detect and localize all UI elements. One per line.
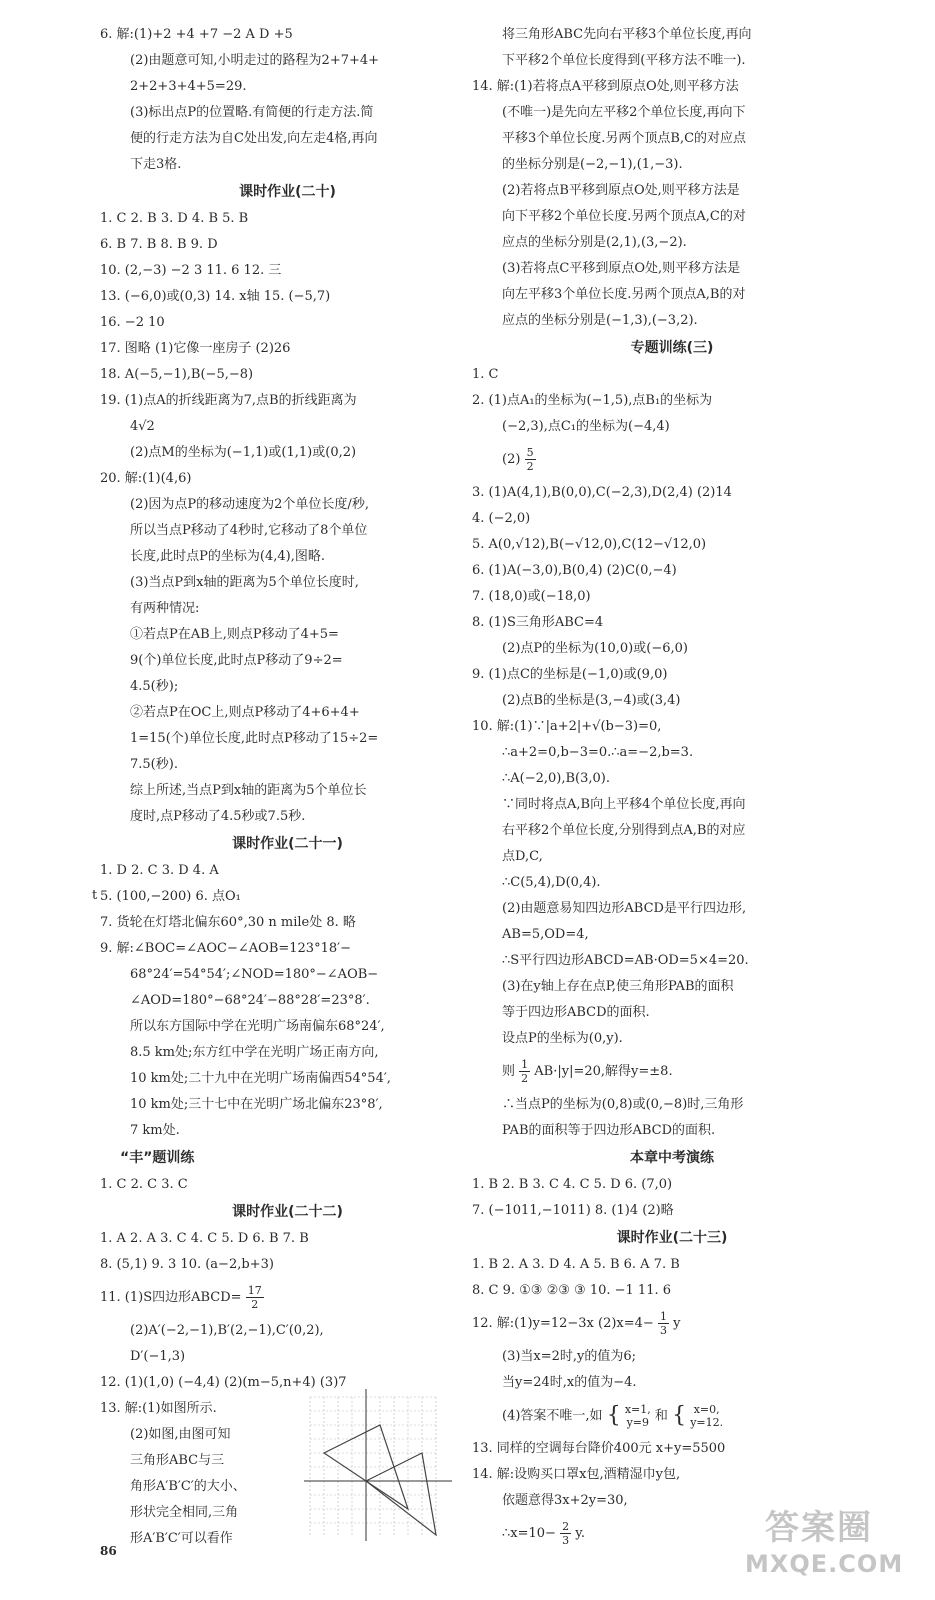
fraction bbox=[560, 1520, 571, 1547]
answer-text: (2) bbox=[502, 452, 521, 467]
answer-line: ∵同时将点A,B向上平移4个单位长度,再向 bbox=[502, 797, 746, 812]
answer-line: 10. (2,−3) −2 3 11. 6 12. 三 bbox=[100, 263, 282, 278]
grid bbox=[310, 1397, 436, 1535]
answer-line: 当y=24时,x的值为−4. bbox=[502, 1375, 637, 1390]
answer-line: 形状完全相同,三角 bbox=[130, 1505, 239, 1520]
right-column bbox=[472, 22, 872, 1554]
answer-line: (3)标出点P的位置略.有简便的行走方法.简 bbox=[130, 105, 374, 120]
triangle-a-prime-b-prime-c-prime bbox=[366, 1453, 436, 1535]
answer-line: 点D,C, bbox=[502, 849, 543, 864]
answer-line: 7. 货轮在灯塔北偏东60°,30 n mile处 8. 略 bbox=[100, 915, 356, 930]
answer-line: 10. 解:(1)∵|a+2|+√(b−3)=0, bbox=[472, 719, 662, 734]
answer-line: 向下平移2个单位长度.另两个顶点A,C的对 bbox=[502, 209, 746, 224]
answer-line: ∠AOD=180°−68°24′−88°28′=23°8′. bbox=[130, 993, 370, 1008]
answer-line: 形A′B′C′可以看作 bbox=[130, 1531, 233, 1546]
section-heading-homework-20: 课时作业(二十) bbox=[239, 184, 336, 200]
coordinate-figure bbox=[300, 1385, 460, 1545]
answer-line: ①若点P在AB上,则点P移动了4+5= bbox=[130, 627, 339, 642]
answer-line: 5. A(0,√12),B(−√12,0),C(12−√12,0) bbox=[472, 537, 707, 552]
answer-line: (2)由题意可知,小明走过的路程为2+7+4+ bbox=[130, 53, 380, 68]
page-number: 86 bbox=[100, 1544, 117, 1558]
answer-line: 10 km处;二十九中在光明广场南偏西54°54′, bbox=[130, 1071, 391, 1086]
answer-line: 13. (−6,0)或(0,3) 14. x轴 15. (−5,7) bbox=[100, 289, 331, 304]
answer-line: 19. (1)点A的折线距离为7,点B的折线距离为 bbox=[100, 393, 357, 408]
equation: y=9 bbox=[626, 1416, 650, 1429]
answer-line: 所以当点P移动了4秒时,它移动了8个单位 bbox=[130, 523, 368, 538]
answer-line: 2. (1)点A₁的坐标为(−1,5),点B₁的坐标为 bbox=[472, 393, 713, 408]
answer-line: 17. 图略 (1)它像一座房子 (2)26 bbox=[100, 341, 291, 356]
page-marker: t bbox=[92, 888, 98, 903]
answer-line: 18. A(−5,−1),B(−5,−8) bbox=[100, 367, 254, 382]
answer-line: (不唯一)是先向左平移2个单位长度,再向下 bbox=[502, 105, 746, 120]
answer-line: 9. (1)点C的坐标是(−1,0)或(9,0) bbox=[472, 667, 668, 682]
answer-line: (−2,3),点C₁的坐标为(−4,4) bbox=[502, 419, 670, 434]
answer-line: (3)当点P到x轴的距离为5个单位长度时, bbox=[130, 575, 359, 590]
answer-line: 13. 解:(1)如图所示. bbox=[100, 1401, 217, 1416]
answer-line: 1. C bbox=[472, 367, 499, 382]
answer-line: 角形A′B′C′的大小、 bbox=[130, 1479, 246, 1494]
equation: x=0, bbox=[693, 1403, 720, 1416]
equation: y=12. bbox=[690, 1416, 724, 1429]
equation-system bbox=[690, 1403, 723, 1429]
section-heading-feng-training: “丰”题训练 bbox=[120, 1150, 195, 1166]
answer-line: 的坐标分别是(−2,−1),(1,−3). bbox=[502, 157, 683, 172]
answer-line: 平移3个单位长度.另两个顶点B,C的对应点 bbox=[502, 131, 747, 146]
answer-line bbox=[472, 1304, 872, 1344]
answer-line: (2)点M的坐标为(−1,1)或(1,1)或(0,2) bbox=[130, 445, 357, 460]
brace: { bbox=[606, 1403, 621, 1428]
brace: { bbox=[672, 1403, 687, 1428]
fraction-denominator: 2 bbox=[521, 1072, 529, 1085]
answer-line: 设点P的坐标为(0,y). bbox=[502, 1031, 623, 1046]
answer-line: (2)点P的坐标为(10,0)或(−6,0) bbox=[502, 641, 688, 656]
answer-line: 3. (1)A(4,1),B(0,0),C(−2,3),D(2,4) (2)14 bbox=[472, 485, 732, 500]
fraction-denominator: 3 bbox=[659, 1324, 667, 1337]
answer-line: (3)在y轴上存在点P,使三角形PAB的面积 bbox=[502, 979, 734, 994]
section-heading-topic-training-3: 专题训练(三) bbox=[630, 340, 714, 356]
answer-line: 1=15(个)单位长度,此时点P移动了15÷2= bbox=[130, 731, 379, 746]
answer-line: (2)点B的坐标是(3,−4)或(3,4) bbox=[502, 693, 681, 708]
answer-line: ∴当点P的坐标为(0,8)或(0,−8)时,三角形 bbox=[502, 1097, 744, 1112]
answer-line: 4.5(秒); bbox=[130, 679, 179, 694]
answer-line: 12. (1)(1,0) (−4,4) (2)(m−5,n+4) (3)7 bbox=[100, 1375, 347, 1390]
answer-line bbox=[100, 1278, 475, 1318]
answer-line: 68°24′=54°54′;∠NOD=180°−∠AOB− bbox=[130, 967, 379, 982]
answer-line: AB=5,OD=4, bbox=[502, 927, 589, 942]
answer-line: 长度,此时点P的坐标为(4,4),图略. bbox=[130, 549, 325, 564]
answer-line: ∴C(5,4),D(0,4). bbox=[502, 875, 601, 890]
fraction-denominator: 2 bbox=[526, 460, 534, 473]
answer-line: 8. (5,1) 9. 3 10. (a−2,b+3) bbox=[100, 1257, 274, 1272]
section-heading-homework-21: 课时作业(二十一) bbox=[232, 836, 343, 852]
answer-line: 9. 解:∠BOC=∠AOC−∠AOB=123°18′− bbox=[100, 941, 351, 956]
equation-system bbox=[625, 1403, 651, 1429]
answer-line: 依题意得3x+2y=30, bbox=[502, 1493, 628, 1508]
answer-line: 有两种情况: bbox=[130, 601, 200, 616]
answer-line bbox=[472, 1052, 872, 1092]
answer-line: (3)当x=2时,y的值为6; bbox=[502, 1349, 637, 1364]
answer-line: 4. (−2,0) bbox=[472, 511, 531, 526]
answer-line: D′(−1,3) bbox=[130, 1349, 186, 1364]
answer-line: 6. 解:(1)+2 +4 +7 −2 A D +5 bbox=[100, 27, 293, 42]
answer-line: 6. (1)A(−3,0),B(0,4) (2)C(0,−4) bbox=[472, 563, 677, 578]
answer-line: (2)若将点B平移到原点O处,则平移方法是 bbox=[502, 183, 740, 198]
answer-line: 度时,点P移动了4.5秒或7.5秒. bbox=[130, 809, 306, 824]
answer-line: 10 km处;三十七中在光明广场北偏东23°8′, bbox=[130, 1097, 383, 1112]
answer-text: y. bbox=[575, 1526, 585, 1541]
answer-line: ∴A(−2,0),B(3,0). bbox=[502, 771, 611, 786]
answer-line: ②若点P在OC上,则点P移动了4+6+4+ bbox=[130, 705, 360, 720]
section-heading-chapter-exam: 本章中考演练 bbox=[630, 1150, 714, 1166]
answer-line: 1. A 2. A 3. C 4. C 5. D 6. B 7. B bbox=[100, 1231, 309, 1246]
answer-line: 1. B 2. A 3. D 4. A 5. B 6. A 7. B bbox=[472, 1257, 680, 1272]
answer-line: (2)如图,由图可知 bbox=[130, 1427, 231, 1442]
answer-line: PAB的面积等于四边形ABCD的面积. bbox=[502, 1123, 716, 1138]
answer-line: 将三角形ABC先向右平移3个单位长度,再向 bbox=[502, 27, 752, 42]
answer-line: 应点的坐标分别是(2,1),(3,−2). bbox=[502, 235, 687, 250]
watermark bbox=[705, 1500, 905, 1588]
answer-line: 20. 解:(1)(4,6) bbox=[100, 471, 192, 486]
answer-line: (2)A′(−2,−1),B′(2,−1),C′(0,2), bbox=[130, 1323, 324, 1338]
answer-line: 8.5 km处;东方红中学在光明广场正南方向, bbox=[130, 1045, 379, 1060]
fraction-denominator: 2 bbox=[251, 1298, 259, 1311]
fraction-numerator: 2 bbox=[562, 1520, 570, 1533]
answer-line: 7.5(秒). bbox=[130, 757, 178, 772]
answer-line: 8. C 9. ①③ ②③ ③ 10. −1 11. 6 bbox=[472, 1283, 671, 1298]
answer-line: 9(个)单位长度,此时点P移动了9÷2= bbox=[130, 653, 343, 668]
fraction-denominator: 3 bbox=[562, 1534, 570, 1547]
answer-line bbox=[472, 1396, 872, 1436]
answer-text: 12. 解:(1)y=12−3x (2)x=4− bbox=[472, 1316, 654, 1331]
answer-line: 13. 同样的空调每台降价400元 x+y=5500 bbox=[472, 1441, 726, 1456]
answer-line: 向左平移3个单位长度.另两个顶点A,B的对 bbox=[502, 287, 746, 302]
answer-line: (3)若将点C平移到原点O处,则平移方法是 bbox=[502, 261, 741, 276]
watermark-url: MXQE.COM bbox=[745, 1550, 904, 1578]
answer-text: 则 bbox=[502, 1064, 516, 1079]
answer-line: 1. C 2. C 3. C bbox=[100, 1177, 188, 1192]
answer-line: 下平移2个单位长度得到(平移方法不唯一). bbox=[502, 53, 746, 68]
answer-line: 5. (100,−200) 6. 点O₁ bbox=[100, 889, 241, 904]
answer-line: 16. −2 10 bbox=[100, 315, 165, 330]
fraction-numerator: 17 bbox=[247, 1284, 262, 1297]
answer-line: 14. 解:(1)若将点A平移到原点O处,则平移方法 bbox=[472, 79, 739, 94]
fraction bbox=[246, 1284, 264, 1311]
answer-text: 11. (1)S四边形ABCD= bbox=[100, 1290, 242, 1305]
answer-line: 便的行走方法为自C处出发,向左走4格,再向 bbox=[130, 131, 378, 146]
answer-line: 2+2+3+4+5=29. bbox=[130, 79, 247, 94]
answer-line: 等于四边形ABCD的面积. bbox=[502, 1005, 650, 1020]
answer-line: 8. (1)S三角形ABC=4 bbox=[472, 615, 604, 630]
fraction-numerator: 1 bbox=[521, 1058, 529, 1071]
answer-line: ∴a+2=0,b−3=0.∴a=−2,b=3. bbox=[502, 745, 694, 760]
watermark-logo: 答案圈 bbox=[765, 1508, 873, 1548]
answer-line: ∴S平行四边形ABCD=AB·OD=5×4=20. bbox=[502, 953, 749, 968]
answer-line: 7 km处. bbox=[130, 1123, 180, 1138]
answer-line: 综上所述,当点P到x轴的距离为5个单位长 bbox=[130, 783, 367, 798]
answer-line: 1. C 2. B 3. D 4. B 5. B bbox=[100, 211, 249, 226]
equation: x=1, bbox=[624, 1403, 651, 1416]
section-heading-homework-22: 课时作业(二十二) bbox=[232, 1204, 343, 1220]
answer-text: AB·|y|=20,解得y=±8. bbox=[534, 1064, 673, 1079]
answer-line: 14. 解:设购买口罩x包,酒精湿巾y包, bbox=[472, 1467, 681, 1482]
answer-line: 应点的坐标分别是(−1,3),(−3,2). bbox=[502, 313, 698, 328]
answer-line: 7. (18,0)或(−18,0) bbox=[472, 589, 591, 604]
answer-line: 7. (−1011,−1011) 8. (1)4 (2)略 bbox=[472, 1203, 674, 1218]
answer-line: 1. B 2. B 3. C 4. C 5. D 6. (7,0) bbox=[472, 1177, 673, 1192]
answer-text: 和 bbox=[654, 1408, 668, 1424]
answer-line: 所以东方国际中学在光明广场南偏东68°24′, bbox=[130, 1019, 385, 1034]
answer-line: 三角形ABC与三 bbox=[130, 1453, 225, 1468]
left-column bbox=[100, 22, 475, 1552]
fraction bbox=[519, 1058, 530, 1085]
fraction bbox=[525, 446, 536, 473]
answer-text: y bbox=[673, 1316, 681, 1331]
answer-line: 1. D 2. C 3. D 4. A bbox=[100, 863, 219, 878]
answer-line: 4√2 bbox=[130, 419, 155, 434]
answer-text: (4)答案不唯一,如 bbox=[502, 1408, 603, 1424]
answer-text: ∴x=10− bbox=[502, 1526, 556, 1541]
fraction-numerator: 5 bbox=[526, 446, 534, 459]
section-heading-homework-23: 课时作业(二十三) bbox=[616, 1230, 728, 1246]
answer-line: 6. B 7. B 8. B 9. D bbox=[100, 237, 218, 252]
answer-line bbox=[472, 440, 872, 480]
answer-line: (2)因为点P的移动速度为2个单位长度/秒, bbox=[130, 497, 369, 512]
answer-line: (2)由题意易知四边形ABCD是平行四边形, bbox=[502, 901, 747, 916]
fraction bbox=[658, 1310, 669, 1337]
answer-line: 右平移2个单位长度,分别得到点A,B的对应 bbox=[502, 823, 746, 838]
fraction-numerator: 1 bbox=[659, 1310, 667, 1323]
answer-line: 下走3格. bbox=[130, 157, 182, 172]
